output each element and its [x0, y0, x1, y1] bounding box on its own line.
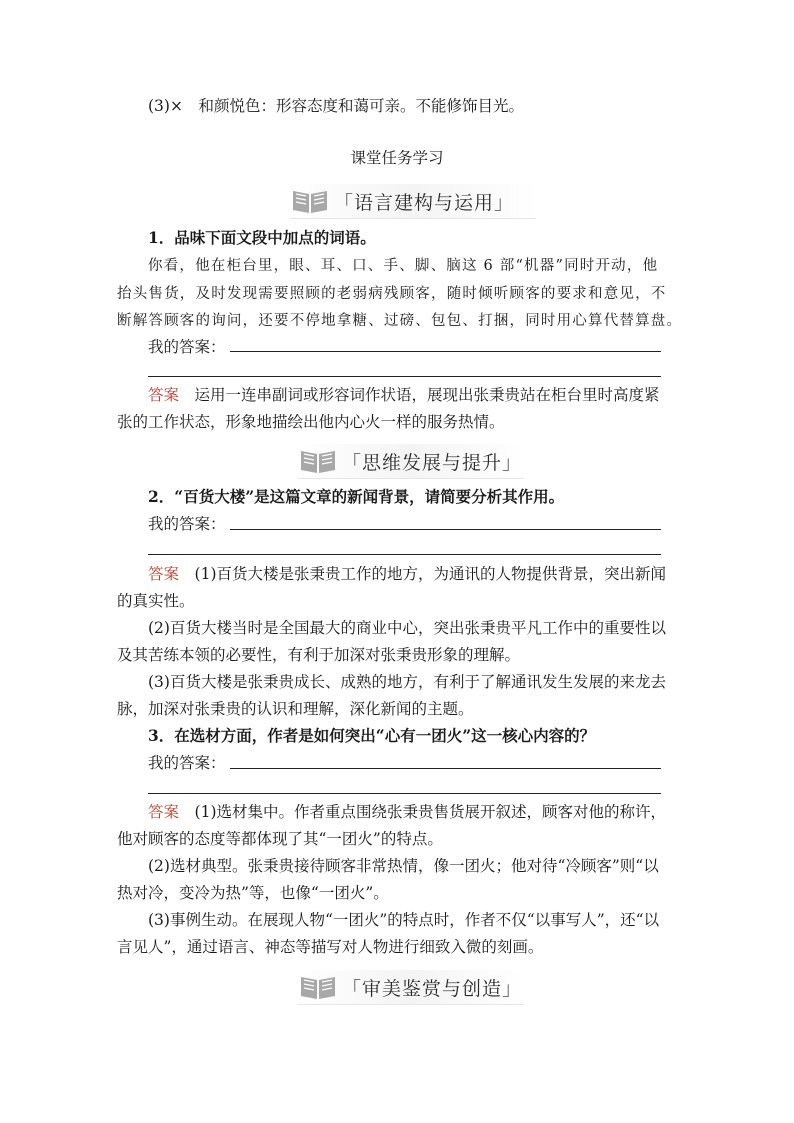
answer-blank-line[interactable] [230, 768, 661, 769]
answer-line: 脉，加深对张秉贵的认识和理解，深化新闻的主题。 [117, 700, 474, 718]
passage-line-3: 断解答顾客的询问，还要不停地拿糖、过磅、包包、打捆，同时用心算代替算盘。 [117, 313, 683, 329]
section-banner-thinking [298, 444, 524, 479]
answer-blank-line[interactable] [148, 554, 661, 555]
open-book-icon [298, 972, 338, 1002]
question-1-prompt: 1．品味下面文段中加点的词语。 [148, 228, 376, 247]
question-3-prompt: 3．在选材方面，作者是如何突出“心有一团火”这一核心内容的？ [148, 726, 596, 745]
answer-label: 答案 [148, 565, 180, 583]
answer-blank-line[interactable] [148, 376, 661, 377]
section-banner-aesthetics [298, 970, 524, 1005]
answer-line: 及其苦练本领的必要性，有利于加深对张秉贵形象的理解。 [117, 646, 521, 664]
answer-line: (3)百货大楼是张秉贵成长、成熟的地方，有利于了解通讯发生发展的来龙去 [148, 673, 666, 691]
my-answer-label: 我的答案： [148, 338, 226, 356]
answer-line: 热对冷，变冷为热”等，也像“一团火”。 [117, 884, 389, 902]
my-answer-label: 我的答案： [148, 754, 226, 772]
answer-line: 言见人”，通过语言、神态等描写对人物进行细致入微的刻画。 [117, 938, 544, 956]
answer-line: (3)事例生动。在展现人物“一团火”的特点时，作者不仅“以事写人”，还“以 [148, 911, 660, 929]
section-banner-language [290, 184, 536, 219]
answer-blank-line[interactable] [148, 793, 661, 794]
banner-label: 「思维发展与提升」 [342, 451, 523, 474]
question-2-prompt: 2．“百货大楼”是这篇文章的新闻背景，请简要分析其作用。 [148, 487, 565, 506]
answer-label: 答案 [148, 803, 180, 821]
answer-line: (2)选材典型。张秉贵接待顾客非常热情，像一团火；他对待“冷顾客”则“以 [148, 857, 659, 875]
my-answer-label: 我的答案： [148, 515, 226, 533]
passage-line-1: 你看，他在柜台里，眼、耳、口、手、脚、脑这 6 部“机器”同时开动，他 [148, 258, 659, 274]
open-book-icon [298, 446, 338, 476]
answer-line: 答案 (1)选材集中。作者重点围绕张秉贵售货展开叙述，顾客对他的称许， [148, 803, 666, 821]
banner-label: 「语言建构与运用」 [334, 191, 515, 214]
banner-label: 「审美鉴赏与创造」 [342, 977, 523, 1000]
open-book-icon [290, 186, 330, 216]
answer-blank-line[interactable] [230, 351, 661, 352]
answer-line: 他对顾客的态度等都体现了其“一团火”的特点。 [117, 830, 443, 848]
answer-line: 的真实性。 [117, 592, 195, 610]
answer-label: 答案 [148, 386, 180, 404]
answer-blank-line[interactable] [230, 529, 661, 530]
answer-line: 答案 (1)百货大楼是张秉贵工作的地方，为通讯的人物提供背景，突出新闻 [148, 565, 666, 583]
section-title: 课堂任务学习 [350, 149, 444, 167]
answer-line: (2)百货大楼当时是全国最大的商业中心，突出张秉贵平凡工作中的重要性以 [148, 619, 666, 637]
answer-line: 答案 运用一连串副词或形容词作状语，展现出张秉贵站在柜台里时高度紧 [148, 386, 660, 404]
answer-line: 张的工作状态，形象地描绘出他内心火一样的服务热情。 [117, 413, 505, 431]
passage-line-2: 抬头售货，及时发现需要照顾的老弱病残顾客，随时倾听顾客的要求和意见，不 [117, 286, 667, 302]
previous-item-3: (3)× 和颜悦色：形容态度和蔼可亲。不能修饰目光。 [148, 97, 524, 115]
